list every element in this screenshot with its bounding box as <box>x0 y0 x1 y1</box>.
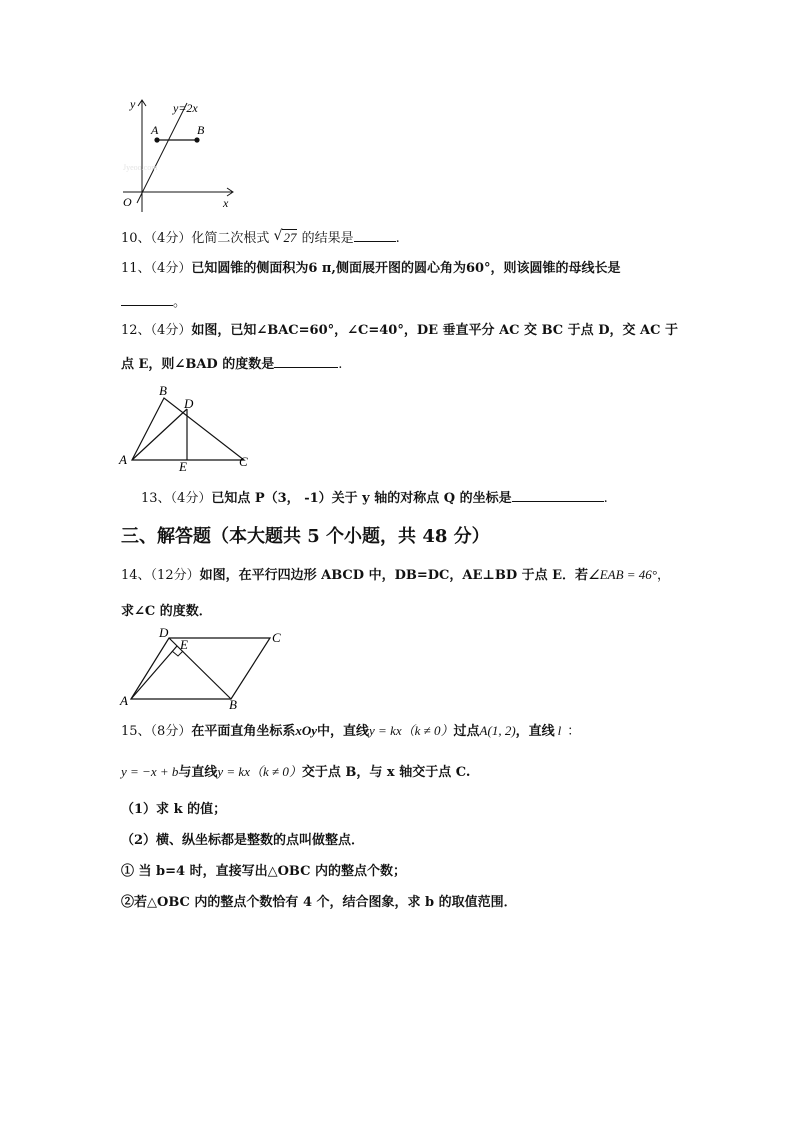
line-y-2x <box>137 103 187 203</box>
question-13: 13、（4分）已知点 P（3， -1）关于 y 轴的对称点 Q 的坐标是 . <box>141 491 608 506</box>
label-e: E <box>180 637 188 652</box>
point-b-label: B <box>197 123 205 137</box>
label-c: C <box>272 630 281 645</box>
label-b: B <box>159 383 167 398</box>
q13-number: 13、 <box>141 491 171 506</box>
point-a <box>154 137 159 142</box>
q11-text: 已知圆锥的侧面积为6 π,侧面展开图的圆心角为60°，则该圆锥的母线长是 <box>191 261 621 276</box>
y-axis-label: y <box>130 97 136 111</box>
q10-number: 10、 <box>121 231 151 246</box>
question-15: 15、（8分）在平面直角坐标系xOy中，直线y = kx（k ≠ 0）过点A(1, 2)，直线 l ： <box>121 723 581 739</box>
origin-label: O <box>123 195 132 209</box>
parallelogram-figure <box>117 625 287 710</box>
q13-answer-blank[interactable] <box>512 489 604 502</box>
segment-ae <box>131 646 177 699</box>
q12-score: （4分） <box>150 323 192 338</box>
question-14: 14、（12分）如图，在平行四边形 ABCD 中，DB=DC，AE⊥BD 于点 E．若∠EAB = 46°， <box>121 567 671 583</box>
line-label: y=2x <box>173 101 198 115</box>
q10-score: （4分） <box>150 231 192 246</box>
x-axis-label: x <box>223 196 229 210</box>
point-a-label: A <box>151 123 159 137</box>
q12-answer-blank[interactable] <box>274 355 338 368</box>
q10-text-after: 的结果是 <box>301 231 354 246</box>
q11-number: 11、 <box>121 261 151 276</box>
label-d: D <box>184 396 194 411</box>
q12-line2: 点 E，则∠BAD 的度数是 . <box>121 357 343 372</box>
point-b <box>194 137 199 142</box>
q14-score: （12分） <box>150 568 200 583</box>
label-a: A <box>120 693 128 708</box>
diagonal-db <box>169 638 231 699</box>
q14-text-line2: 求∠C 的度数． <box>121 604 212 619</box>
q15-sub1: ① 当 b=4 时，直接写出△OBC 内的整点个数； <box>121 864 407 879</box>
q15-score: （8分） <box>150 724 192 739</box>
q13-text: 已知点 P（3， -1）关于 y 轴的对称点 Q 的坐标是 <box>211 491 512 506</box>
question-12 <box>121 322 678 340</box>
question-11 <box>121 260 621 278</box>
question-10: 10、（4分）化简二次根式 √ 27 的结果是 . <box>121 228 400 246</box>
label-a: A <box>119 452 127 467</box>
q15-number: 15、 <box>121 724 151 739</box>
q10-sqrt: √ 27 <box>273 228 297 245</box>
q14-text-line1: 如图，在平行四边形 ABCD 中，DB=DC，AE⊥BD 于点 E．若 <box>199 568 589 583</box>
q11-answer-line: 。 <box>121 293 186 312</box>
q12-text-line1: 如图，已知∠BAC=60°，∠C=40°，DE 垂直平分 AC 交 BC 于点 D，交 AC 于 <box>191 323 678 338</box>
q10-answer-blank[interactable] <box>354 229 396 242</box>
section-title: 三、解答题（本大题共 5 个小题，共 48 分） <box>121 526 490 547</box>
q14-number: 14、 <box>121 568 151 583</box>
coordinate-figure <box>115 95 240 213</box>
watermark: Jyeoo.com <box>123 163 158 172</box>
q12-number: 12、 <box>121 323 151 338</box>
label-d: D <box>159 625 169 640</box>
q15-part1: （1）求 k 的值； <box>121 802 227 817</box>
q10-text-before: 化简二次根式 <box>191 231 270 246</box>
triangle-figure <box>116 380 256 475</box>
q12-text-line2: 点 E，则∠BAD 的度数是 <box>121 357 275 372</box>
q11-score: （4分） <box>150 261 192 276</box>
q15-part2: （2）横、纵坐标都是整数的点叫做整点． <box>121 833 365 848</box>
segment-ad <box>132 409 187 460</box>
label-c: C <box>239 454 248 469</box>
q13-score: （4分） <box>170 491 212 506</box>
label-b: B <box>229 697 237 710</box>
q15-line2: y = −x + b与直线y = kx（k ≠ 0）交于点 B，与 x 轴交于点 C. <box>121 764 471 780</box>
label-e: E <box>179 459 187 474</box>
q11-answer-blank[interactable] <box>121 293 173 306</box>
q15-sub2: ②若△OBC 内的整点个数恰有 4 个，结合图象，求 b 的取值范围． <box>121 895 517 910</box>
q10-radicand: 27 <box>283 230 297 245</box>
q14-condition: ∠EAB = 46° <box>588 567 658 582</box>
